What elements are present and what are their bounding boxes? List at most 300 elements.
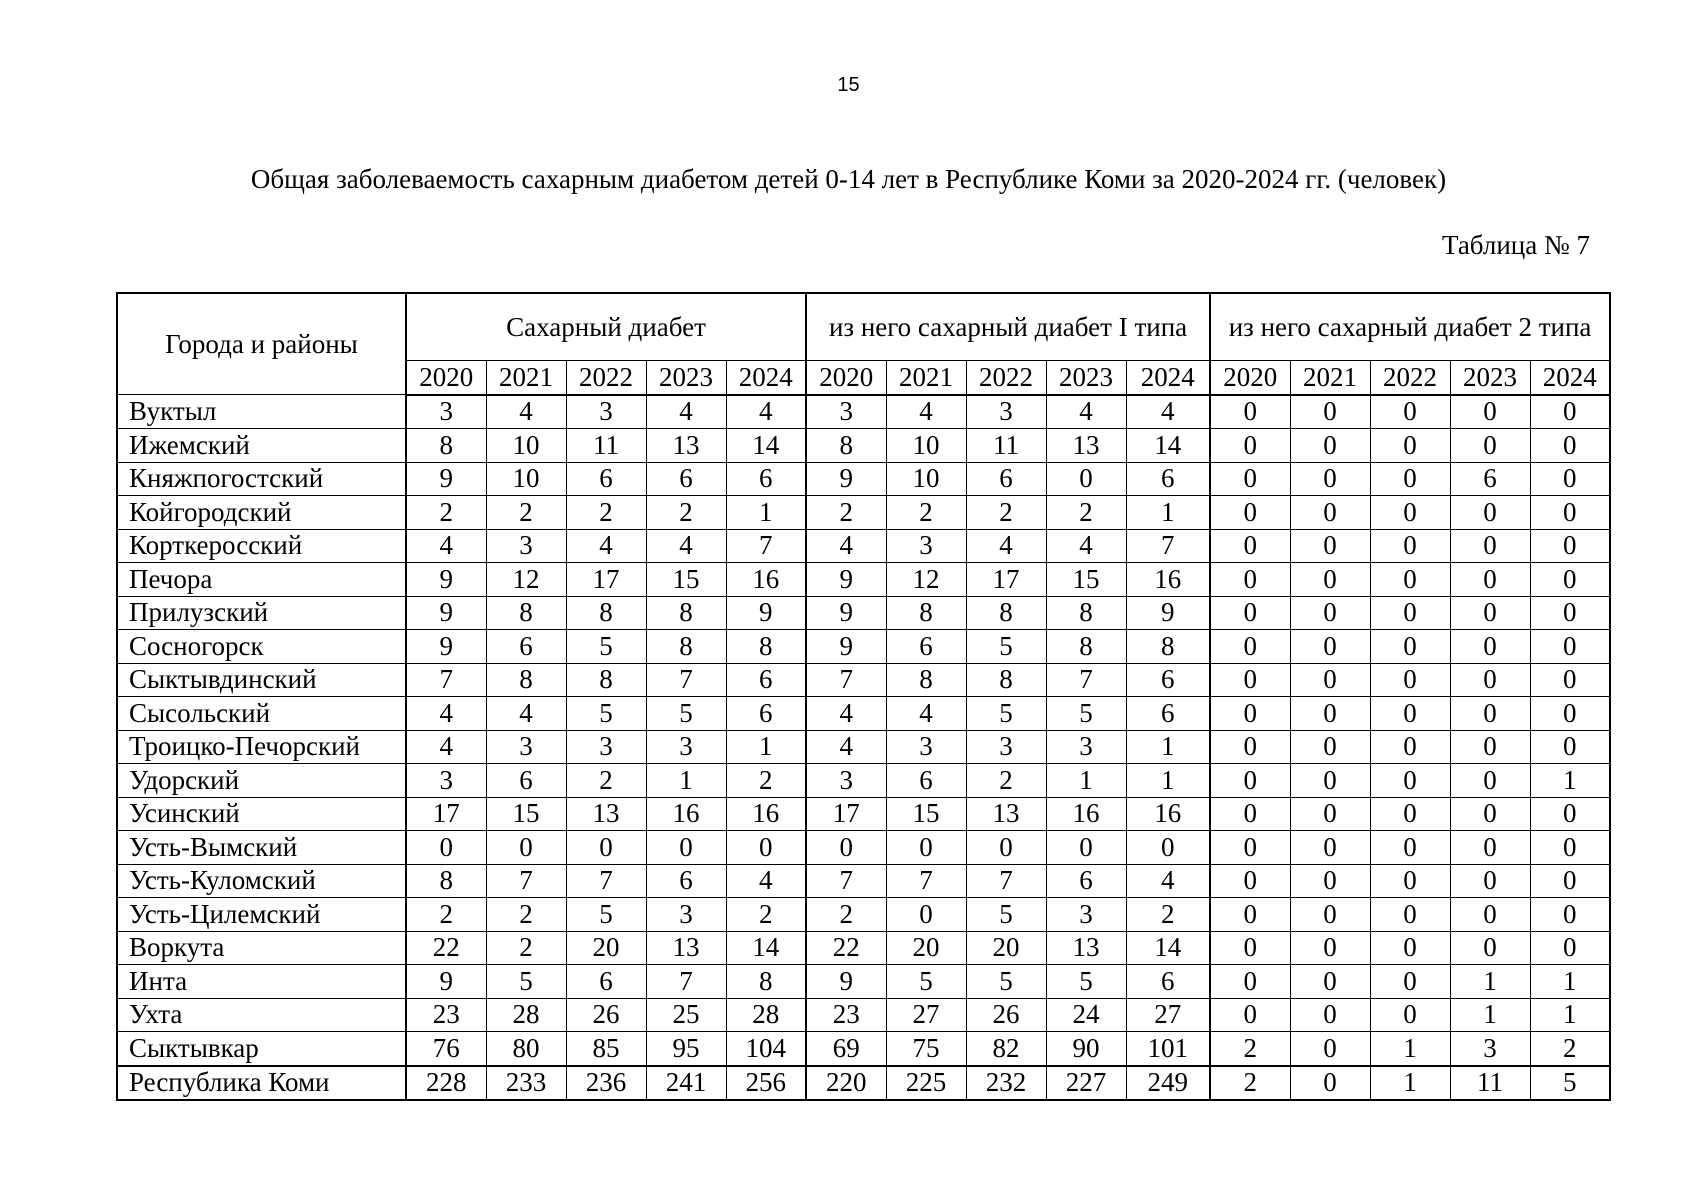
value-cell: 7 bbox=[966, 864, 1046, 898]
value-cell: 3 bbox=[966, 730, 1046, 764]
value-cell: 8 bbox=[486, 663, 566, 697]
value-cell: 10 bbox=[486, 429, 566, 463]
value-cell: 233 bbox=[486, 1066, 566, 1101]
value-cell: 8 bbox=[1046, 630, 1126, 664]
value-cell: 13 bbox=[1046, 931, 1126, 965]
value-cell: 5 bbox=[966, 630, 1046, 664]
value-cell: 0 bbox=[1530, 596, 1610, 630]
value-cell: 1 bbox=[726, 730, 806, 764]
value-cell: 0 bbox=[1370, 395, 1450, 429]
year-header-cell: 2024 bbox=[1126, 361, 1210, 395]
value-cell: 0 bbox=[1450, 563, 1530, 597]
value-cell: 28 bbox=[486, 998, 566, 1032]
value-cell: 22 bbox=[806, 931, 886, 965]
value-cell: 0 bbox=[1290, 429, 1370, 463]
value-cell: 0 bbox=[1210, 563, 1290, 597]
value-cell: 0 bbox=[1210, 931, 1290, 965]
value-cell: 0 bbox=[646, 831, 726, 865]
value-cell: 0 bbox=[1450, 730, 1530, 764]
value-cell: 4 bbox=[1046, 529, 1126, 563]
value-cell: 7 bbox=[486, 864, 566, 898]
value-cell: 5 bbox=[966, 965, 1046, 999]
value-cell: 0 bbox=[1370, 898, 1450, 932]
value-cell: 1 bbox=[726, 496, 806, 530]
value-cell: 6 bbox=[886, 764, 966, 798]
value-cell: 9 bbox=[726, 596, 806, 630]
value-cell: 0 bbox=[1450, 864, 1530, 898]
table-row bbox=[117, 764, 1610, 798]
value-cell: 3 bbox=[566, 730, 646, 764]
value-cell: 7 bbox=[726, 529, 806, 563]
value-cell: 13 bbox=[646, 429, 726, 463]
value-cell: 0 bbox=[1290, 462, 1370, 496]
value-cell: 0 bbox=[1210, 797, 1290, 831]
value-cell: 0 bbox=[1450, 797, 1530, 831]
value-cell: 0 bbox=[1530, 496, 1610, 530]
value-cell: 4 bbox=[406, 529, 486, 563]
value-cell: 0 bbox=[1126, 831, 1210, 865]
value-cell: 0 bbox=[1210, 529, 1290, 563]
document-title: Общая заболеваемость сахарным диабетом детей 0-14 лет в Республике Коми за 2020-2024 гг. (человек) bbox=[250, 164, 1447, 194]
value-cell: 0 bbox=[1450, 764, 1530, 798]
value-cell: 26 bbox=[966, 998, 1046, 1032]
value-cell: 9 bbox=[806, 630, 886, 664]
value-cell: 14 bbox=[1126, 429, 1210, 463]
value-cell: 3 bbox=[486, 730, 566, 764]
value-cell: 0 bbox=[886, 831, 966, 865]
value-cell: 4 bbox=[806, 697, 886, 731]
value-cell: 3 bbox=[1046, 730, 1126, 764]
value-cell: 0 bbox=[1370, 563, 1450, 597]
value-cell: 6 bbox=[726, 697, 806, 731]
year-header-cell: 2020 bbox=[806, 361, 886, 395]
value-cell: 13 bbox=[966, 797, 1046, 831]
region-name-cell: Сосногорск bbox=[117, 630, 406, 664]
value-cell: 256 bbox=[726, 1066, 806, 1101]
value-cell: 10 bbox=[486, 462, 566, 496]
table-row bbox=[117, 496, 1610, 530]
value-cell: 4 bbox=[646, 395, 726, 429]
value-cell: 15 bbox=[1046, 563, 1126, 597]
value-cell: 0 bbox=[1450, 596, 1530, 630]
value-cell: 7 bbox=[646, 663, 726, 697]
value-cell: 2 bbox=[966, 764, 1046, 798]
value-cell: 7 bbox=[646, 965, 726, 999]
value-cell: 0 bbox=[1530, 630, 1610, 664]
value-cell: 5 bbox=[1530, 1066, 1610, 1101]
value-cell: 15 bbox=[646, 563, 726, 597]
value-cell: 3 bbox=[406, 395, 486, 429]
value-cell: 24 bbox=[1046, 998, 1126, 1032]
value-cell: 0 bbox=[1290, 764, 1370, 798]
value-cell: 6 bbox=[726, 462, 806, 496]
value-cell: 12 bbox=[486, 563, 566, 597]
value-cell: 0 bbox=[1450, 429, 1530, 463]
value-cell: 3 bbox=[1450, 1032, 1530, 1066]
value-cell: 0 bbox=[1210, 831, 1290, 865]
value-cell: 22 bbox=[406, 931, 486, 965]
value-cell: 20 bbox=[886, 931, 966, 965]
value-cell: 0 bbox=[1210, 965, 1290, 999]
value-cell: 1 bbox=[646, 764, 726, 798]
value-cell: 2 bbox=[1530, 1032, 1610, 1066]
value-cell: 220 bbox=[806, 1066, 886, 1101]
value-cell: 0 bbox=[1046, 831, 1126, 865]
value-cell: 0 bbox=[1530, 797, 1610, 831]
year-header-cell: 2022 bbox=[566, 361, 646, 395]
value-cell: 75 bbox=[886, 1032, 966, 1066]
value-cell: 0 bbox=[1450, 395, 1530, 429]
value-cell: 1 bbox=[1530, 965, 1610, 999]
table-row bbox=[117, 831, 1610, 865]
value-cell: 1 bbox=[1450, 965, 1530, 999]
value-cell: 5 bbox=[1046, 697, 1126, 731]
page-number: 15 bbox=[837, 74, 860, 96]
value-cell: 4 bbox=[1126, 864, 1210, 898]
value-cell: 0 bbox=[486, 831, 566, 865]
value-cell: 15 bbox=[486, 797, 566, 831]
region-name-cell: Сысольский bbox=[117, 697, 406, 731]
value-cell: 241 bbox=[646, 1066, 726, 1101]
group-header-diabetes-type1: из него сахарный диабет I типа bbox=[806, 293, 1210, 361]
value-cell: 7 bbox=[1126, 529, 1210, 563]
value-cell: 0 bbox=[1290, 697, 1370, 731]
region-name-cell: Княжпогостский bbox=[117, 462, 406, 496]
value-cell: 2 bbox=[1210, 1066, 1290, 1101]
value-cell: 8 bbox=[886, 663, 966, 697]
value-cell: 5 bbox=[566, 697, 646, 731]
region-name-cell: Усть-Цилемский bbox=[117, 898, 406, 932]
value-cell: 0 bbox=[1210, 764, 1290, 798]
value-cell: 0 bbox=[1370, 663, 1450, 697]
table-row bbox=[117, 1032, 1610, 1066]
region-name-cell: Троицко-Печорский bbox=[117, 730, 406, 764]
value-cell: 4 bbox=[886, 697, 966, 731]
value-cell: 23 bbox=[806, 998, 886, 1032]
value-cell: 6 bbox=[486, 764, 566, 798]
value-cell: 9 bbox=[806, 462, 886, 496]
value-cell: 4 bbox=[1126, 395, 1210, 429]
value-cell: 0 bbox=[1046, 462, 1126, 496]
value-cell: 0 bbox=[1290, 898, 1370, 932]
value-cell: 8 bbox=[1126, 630, 1210, 664]
value-cell: 16 bbox=[1126, 797, 1210, 831]
value-cell: 20 bbox=[566, 931, 646, 965]
value-cell: 5 bbox=[646, 697, 726, 731]
value-cell: 0 bbox=[1290, 831, 1370, 865]
value-cell: 90 bbox=[1046, 1032, 1126, 1066]
value-cell: 0 bbox=[1210, 697, 1290, 731]
value-cell: 17 bbox=[566, 563, 646, 597]
table-row bbox=[117, 730, 1610, 764]
table-row bbox=[117, 998, 1610, 1032]
value-cell: 0 bbox=[1210, 596, 1290, 630]
value-cell: 6 bbox=[1126, 965, 1210, 999]
value-cell: 0 bbox=[1370, 630, 1450, 664]
value-cell: 225 bbox=[886, 1066, 966, 1101]
table-row bbox=[117, 898, 1610, 932]
value-cell: 0 bbox=[1290, 1032, 1370, 1066]
value-cell: 0 bbox=[1210, 496, 1290, 530]
value-cell: 1 bbox=[1450, 998, 1530, 1032]
value-cell: 8 bbox=[406, 864, 486, 898]
year-header-cell: 2020 bbox=[406, 361, 486, 395]
year-header-cell: 2021 bbox=[486, 361, 566, 395]
value-cell: 7 bbox=[886, 864, 966, 898]
value-cell: 0 bbox=[1530, 395, 1610, 429]
value-cell: 27 bbox=[1126, 998, 1210, 1032]
value-cell: 0 bbox=[1370, 864, 1450, 898]
value-cell: 0 bbox=[1370, 764, 1450, 798]
group-header-diabetes-total: Сахарный диабет bbox=[406, 293, 806, 361]
year-header-cell: 2023 bbox=[646, 361, 726, 395]
value-cell: 6 bbox=[1126, 462, 1210, 496]
value-cell: 23 bbox=[406, 998, 486, 1032]
value-cell: 7 bbox=[406, 663, 486, 697]
value-cell: 10 bbox=[886, 462, 966, 496]
value-cell: 0 bbox=[1290, 596, 1370, 630]
value-cell: 0 bbox=[1210, 898, 1290, 932]
value-cell: 0 bbox=[1530, 663, 1610, 697]
value-cell: 69 bbox=[806, 1032, 886, 1066]
value-cell: 0 bbox=[1370, 730, 1450, 764]
value-cell: 6 bbox=[486, 630, 566, 664]
value-cell: 9 bbox=[406, 563, 486, 597]
incidence-table bbox=[116, 292, 1611, 1101]
table-row bbox=[117, 797, 1610, 831]
value-cell: 6 bbox=[646, 462, 726, 496]
value-cell: 3 bbox=[646, 898, 726, 932]
value-cell: 14 bbox=[1126, 931, 1210, 965]
value-cell: 4 bbox=[486, 697, 566, 731]
value-cell: 76 bbox=[406, 1032, 486, 1066]
value-cell: 0 bbox=[1450, 663, 1530, 697]
value-cell: 8 bbox=[646, 630, 726, 664]
value-cell: 1 bbox=[1046, 764, 1126, 798]
value-cell: 8 bbox=[1046, 596, 1126, 630]
value-cell: 10 bbox=[886, 429, 966, 463]
value-cell: 236 bbox=[566, 1066, 646, 1101]
value-cell: 28 bbox=[726, 998, 806, 1032]
value-cell: 1 bbox=[1530, 764, 1610, 798]
value-cell: 0 bbox=[1530, 730, 1610, 764]
value-cell: 0 bbox=[886, 898, 966, 932]
value-cell: 8 bbox=[646, 596, 726, 630]
value-cell: 2 bbox=[726, 898, 806, 932]
value-cell: 3 bbox=[806, 395, 886, 429]
value-cell: 0 bbox=[1370, 596, 1450, 630]
value-cell: 16 bbox=[646, 797, 726, 831]
value-cell: 0 bbox=[1290, 931, 1370, 965]
region-name-cell: Корткеросский bbox=[117, 529, 406, 563]
value-cell: 0 bbox=[1210, 395, 1290, 429]
region-name-cell: Удорский bbox=[117, 764, 406, 798]
region-name-cell: Усть-Куломский bbox=[117, 864, 406, 898]
value-cell: 1 bbox=[1370, 1032, 1450, 1066]
value-cell: 82 bbox=[966, 1032, 1046, 1066]
value-cell: 0 bbox=[966, 831, 1046, 865]
value-cell: 8 bbox=[966, 596, 1046, 630]
value-cell: 0 bbox=[1450, 630, 1530, 664]
value-cell: 0 bbox=[1290, 395, 1370, 429]
value-cell: 0 bbox=[1370, 429, 1450, 463]
table-row bbox=[117, 563, 1610, 597]
region-name-cell: Койгородский bbox=[117, 496, 406, 530]
value-cell: 0 bbox=[1450, 898, 1530, 932]
year-header-cell: 2022 bbox=[1370, 361, 1450, 395]
value-cell: 2 bbox=[486, 931, 566, 965]
region-name-cell: Усинский bbox=[117, 797, 406, 831]
value-cell: 0 bbox=[726, 831, 806, 865]
table-row bbox=[117, 596, 1610, 630]
value-cell: 0 bbox=[1290, 965, 1370, 999]
table-row bbox=[117, 864, 1610, 898]
value-cell: 27 bbox=[886, 998, 966, 1032]
value-cell: 4 bbox=[406, 697, 486, 731]
value-cell: 5 bbox=[1046, 965, 1126, 999]
region-name-cell: Республика Коми bbox=[117, 1066, 406, 1101]
value-cell: 104 bbox=[726, 1032, 806, 1066]
value-cell: 4 bbox=[646, 529, 726, 563]
region-name-cell: Прилузский bbox=[117, 596, 406, 630]
value-cell: 228 bbox=[406, 1066, 486, 1101]
value-cell: 95 bbox=[646, 1032, 726, 1066]
value-cell: 7 bbox=[566, 864, 646, 898]
table-row bbox=[117, 630, 1610, 664]
value-cell: 8 bbox=[486, 596, 566, 630]
value-cell: 0 bbox=[1290, 730, 1370, 764]
value-cell: 6 bbox=[566, 965, 646, 999]
value-cell: 5 bbox=[486, 965, 566, 999]
value-cell: 0 bbox=[1370, 496, 1450, 530]
row-header-cell: Города и районы bbox=[117, 293, 406, 395]
value-cell: 0 bbox=[1370, 998, 1450, 1032]
value-cell: 2 bbox=[886, 496, 966, 530]
value-cell: 7 bbox=[806, 864, 886, 898]
value-cell: 16 bbox=[1126, 563, 1210, 597]
table-label: Таблица № 7 bbox=[1442, 230, 1590, 260]
value-cell: 20 bbox=[966, 931, 1046, 965]
value-cell: 14 bbox=[726, 931, 806, 965]
value-cell: 0 bbox=[806, 831, 886, 865]
region-name-cell: Воркута bbox=[117, 931, 406, 965]
value-cell: 4 bbox=[966, 529, 1046, 563]
year-header-cell: 2024 bbox=[1530, 361, 1610, 395]
table-row bbox=[117, 931, 1610, 965]
value-cell: 0 bbox=[1290, 496, 1370, 530]
value-cell: 4 bbox=[1046, 395, 1126, 429]
value-cell: 0 bbox=[406, 831, 486, 865]
value-cell: 2 bbox=[406, 898, 486, 932]
value-cell: 3 bbox=[566, 395, 646, 429]
value-cell: 0 bbox=[1370, 797, 1450, 831]
value-cell: 6 bbox=[886, 630, 966, 664]
table-row bbox=[117, 663, 1610, 697]
value-cell: 5 bbox=[966, 697, 1046, 731]
value-cell: 227 bbox=[1046, 1066, 1126, 1101]
value-cell: 2 bbox=[966, 496, 1046, 530]
value-cell: 0 bbox=[1290, 563, 1370, 597]
region-name-cell: Печора bbox=[117, 563, 406, 597]
value-cell: 3 bbox=[966, 395, 1046, 429]
value-cell: 0 bbox=[1290, 630, 1370, 664]
value-cell: 0 bbox=[1530, 931, 1610, 965]
value-cell: 13 bbox=[1046, 429, 1126, 463]
value-cell: 8 bbox=[806, 429, 886, 463]
value-cell: 26 bbox=[566, 998, 646, 1032]
value-cell: 3 bbox=[886, 529, 966, 563]
region-name-cell: Ухта bbox=[117, 998, 406, 1032]
value-cell: 6 bbox=[1126, 697, 1210, 731]
value-cell: 4 bbox=[486, 395, 566, 429]
region-name-cell: Вуктыл bbox=[117, 395, 406, 429]
value-cell: 0 bbox=[1290, 1066, 1370, 1101]
value-cell: 1 bbox=[1126, 764, 1210, 798]
value-cell: 6 bbox=[1450, 462, 1530, 496]
value-cell: 0 bbox=[1210, 730, 1290, 764]
value-cell: 1 bbox=[1530, 998, 1610, 1032]
region-name-cell: Сыктывдинский bbox=[117, 663, 406, 697]
value-cell: 25 bbox=[646, 998, 726, 1032]
value-cell: 4 bbox=[806, 529, 886, 563]
year-header-cell: 2020 bbox=[1210, 361, 1290, 395]
year-header-cell: 2021 bbox=[1290, 361, 1370, 395]
region-name-cell: Усть-Вымский bbox=[117, 831, 406, 865]
value-cell: 8 bbox=[966, 663, 1046, 697]
value-cell: 1 bbox=[1126, 496, 1210, 530]
value-cell: 0 bbox=[1290, 864, 1370, 898]
value-cell: 11 bbox=[1450, 1066, 1530, 1101]
value-cell: 2 bbox=[406, 496, 486, 530]
value-cell: 3 bbox=[806, 764, 886, 798]
value-cell: 4 bbox=[886, 395, 966, 429]
value-cell: 0 bbox=[1370, 931, 1450, 965]
value-cell: 2 bbox=[1210, 1032, 1290, 1066]
value-cell: 2 bbox=[566, 496, 646, 530]
value-cell: 0 bbox=[1530, 429, 1610, 463]
value-cell: 0 bbox=[1530, 462, 1610, 496]
value-cell: 16 bbox=[726, 563, 806, 597]
value-cell: 3 bbox=[406, 764, 486, 798]
value-cell: 17 bbox=[966, 563, 1046, 597]
value-cell: 1 bbox=[1126, 730, 1210, 764]
value-cell: 9 bbox=[406, 965, 486, 999]
value-cell: 4 bbox=[726, 395, 806, 429]
value-cell: 9 bbox=[806, 965, 886, 999]
value-cell: 2 bbox=[1046, 496, 1126, 530]
value-cell: 9 bbox=[406, 462, 486, 496]
table-total-row bbox=[117, 1066, 1610, 1101]
value-cell: 0 bbox=[1290, 998, 1370, 1032]
value-cell: 6 bbox=[646, 864, 726, 898]
value-cell: 6 bbox=[966, 462, 1046, 496]
value-cell: 8 bbox=[886, 596, 966, 630]
table-body bbox=[117, 395, 1610, 1101]
value-cell: 4 bbox=[726, 864, 806, 898]
value-cell: 0 bbox=[1530, 697, 1610, 731]
value-cell: 2 bbox=[486, 898, 566, 932]
value-cell: 8 bbox=[726, 965, 806, 999]
region-name-cell: Инта bbox=[117, 965, 406, 999]
value-cell: 5 bbox=[886, 965, 966, 999]
value-cell: 11 bbox=[966, 429, 1046, 463]
value-cell: 17 bbox=[806, 797, 886, 831]
value-cell: 0 bbox=[566, 831, 646, 865]
value-cell: 0 bbox=[1210, 663, 1290, 697]
value-cell: 6 bbox=[1046, 864, 1126, 898]
value-cell: 6 bbox=[726, 663, 806, 697]
value-cell: 4 bbox=[566, 529, 646, 563]
